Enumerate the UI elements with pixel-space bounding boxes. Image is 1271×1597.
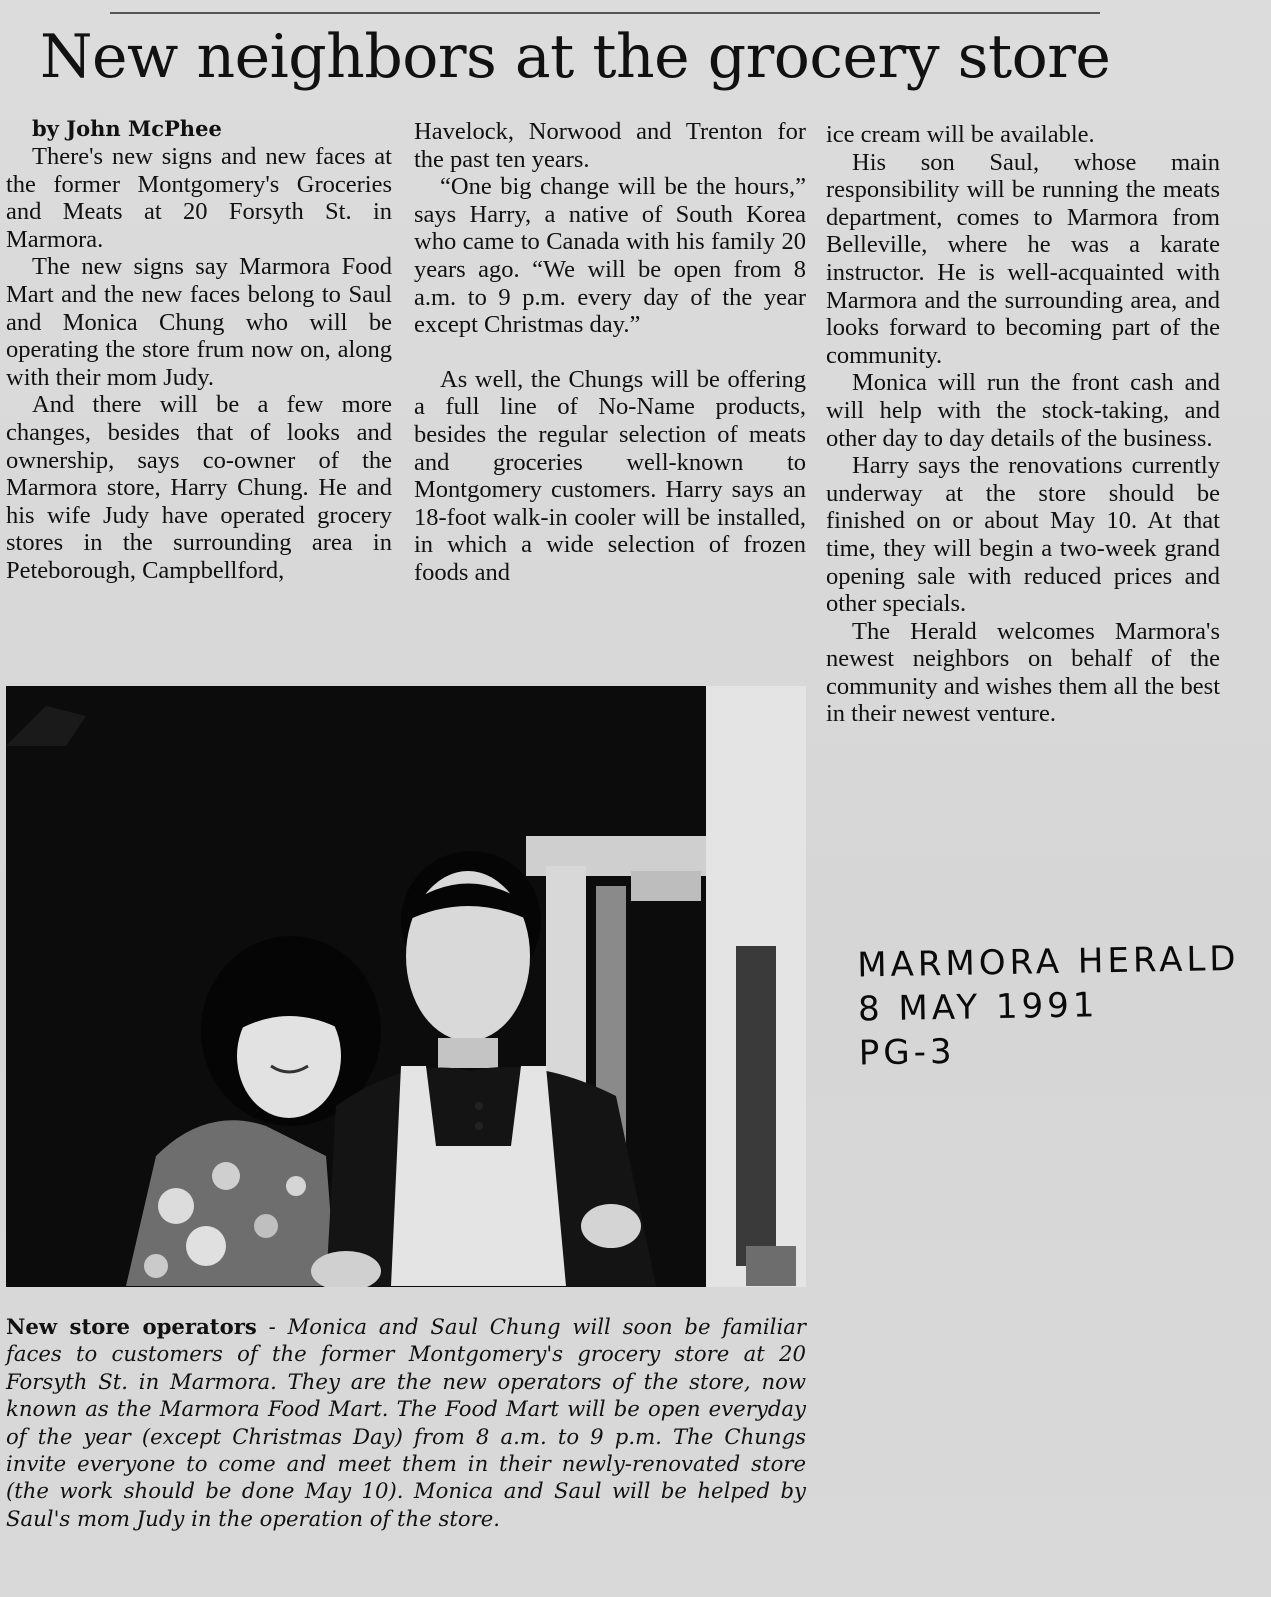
headline: New neighbors at the grocery store xyxy=(40,22,1111,92)
paragraph: His son Saul, whose main responsibility will be running the meats department, comes to Marmora from Belleville, where he was a karate instructor. He is well-acquainted with Marmora and the surrounding area, and looks forward to becoming part of the community. xyxy=(826,148,1220,369)
paragraph: And there will be a few more changes, besides that of looks and ownership, says co-owner of the Marmora store, Harry Chung. He and his wife Judy have operated grocery stores in the surrounding area in Peteborough, Campbellford, xyxy=(6,391,392,584)
byline: by John McPhee xyxy=(32,116,222,141)
source-publication: MARMORA HERALD xyxy=(856,938,1240,986)
caption-separator: - xyxy=(256,1314,288,1339)
paragraph: ice cream will be available. xyxy=(826,121,1095,148)
caption-text: Monica and Saul Chung will soon be familiar faces to customers of the former Montgomery's grocery store at 20 Forsyth St. in Marmora. They are the new operators of the store, now known as the Marmora Food Mart. The Food Mart will be open everyday of the year (except Christmas Day) from 8 a.m. to 9 p.m. The Chungs invite everyone to come and meet them in their newly-renovated store (the work should be done May 10). Monica and Saul will be helped by Saul's mom Judy in the operation of the store. xyxy=(6,1314,806,1531)
paragraph: There's new signs and new faces at the former Montgomery's Groceries and Meats at 20 Forsyth St. in Marmora. xyxy=(6,143,392,253)
paragraph: Havelock, Norwood and Trenton for the past ten years. xyxy=(414,118,806,173)
photo-caption xyxy=(6,1313,806,1532)
caption-label: New store operators xyxy=(6,1314,257,1339)
top-rule xyxy=(110,12,1100,14)
paragraph: The new signs say Marmora Food Mart and the new faces belong to Saul and Monica Chung who will be operating the store frum now on, along with their mom Judy. xyxy=(6,253,392,391)
store-operators-photo xyxy=(6,686,806,1287)
article-column-1 xyxy=(6,115,392,585)
source-page: PG-3 xyxy=(858,1031,956,1074)
handwritten-source-note xyxy=(857,937,1259,1076)
paragraph: The Herald welcomes Marmora's newest neighbors on behalf of the community and wishes them all the best in their newest venture. xyxy=(826,617,1220,728)
paragraph: Monica will run the front cash and will help with the stock-taking, and other day to day details of the business. xyxy=(826,369,1220,452)
paragraph: Harry says the renovations currently underway at the store should be finished on or about May 10. At that time, they will begin a two-week grand opening sale with reduced prices and other specials. xyxy=(826,452,1220,618)
article-column-3 xyxy=(826,121,1220,728)
article-column-2 xyxy=(414,118,806,587)
paragraph: As well, the Chungs will be offering a full line of No-Name products, besides the regular selection of meats and groceries well-known to Montgomery customers. Harry says an 18-foot walk-in cooler will be installed, in which a wide selection of frozen foods and xyxy=(414,365,806,586)
photo-illustration xyxy=(6,686,806,1287)
paragraph: “One big change will be the hours,” says Harry, a native of South Korea who came to Canada with his family 20 years ago. “We will be open from 8 a.m. to 9 p.m. every day of the year except Christmas day.” xyxy=(414,173,806,339)
source-date: 8 MAY 1991 xyxy=(857,985,1099,1030)
